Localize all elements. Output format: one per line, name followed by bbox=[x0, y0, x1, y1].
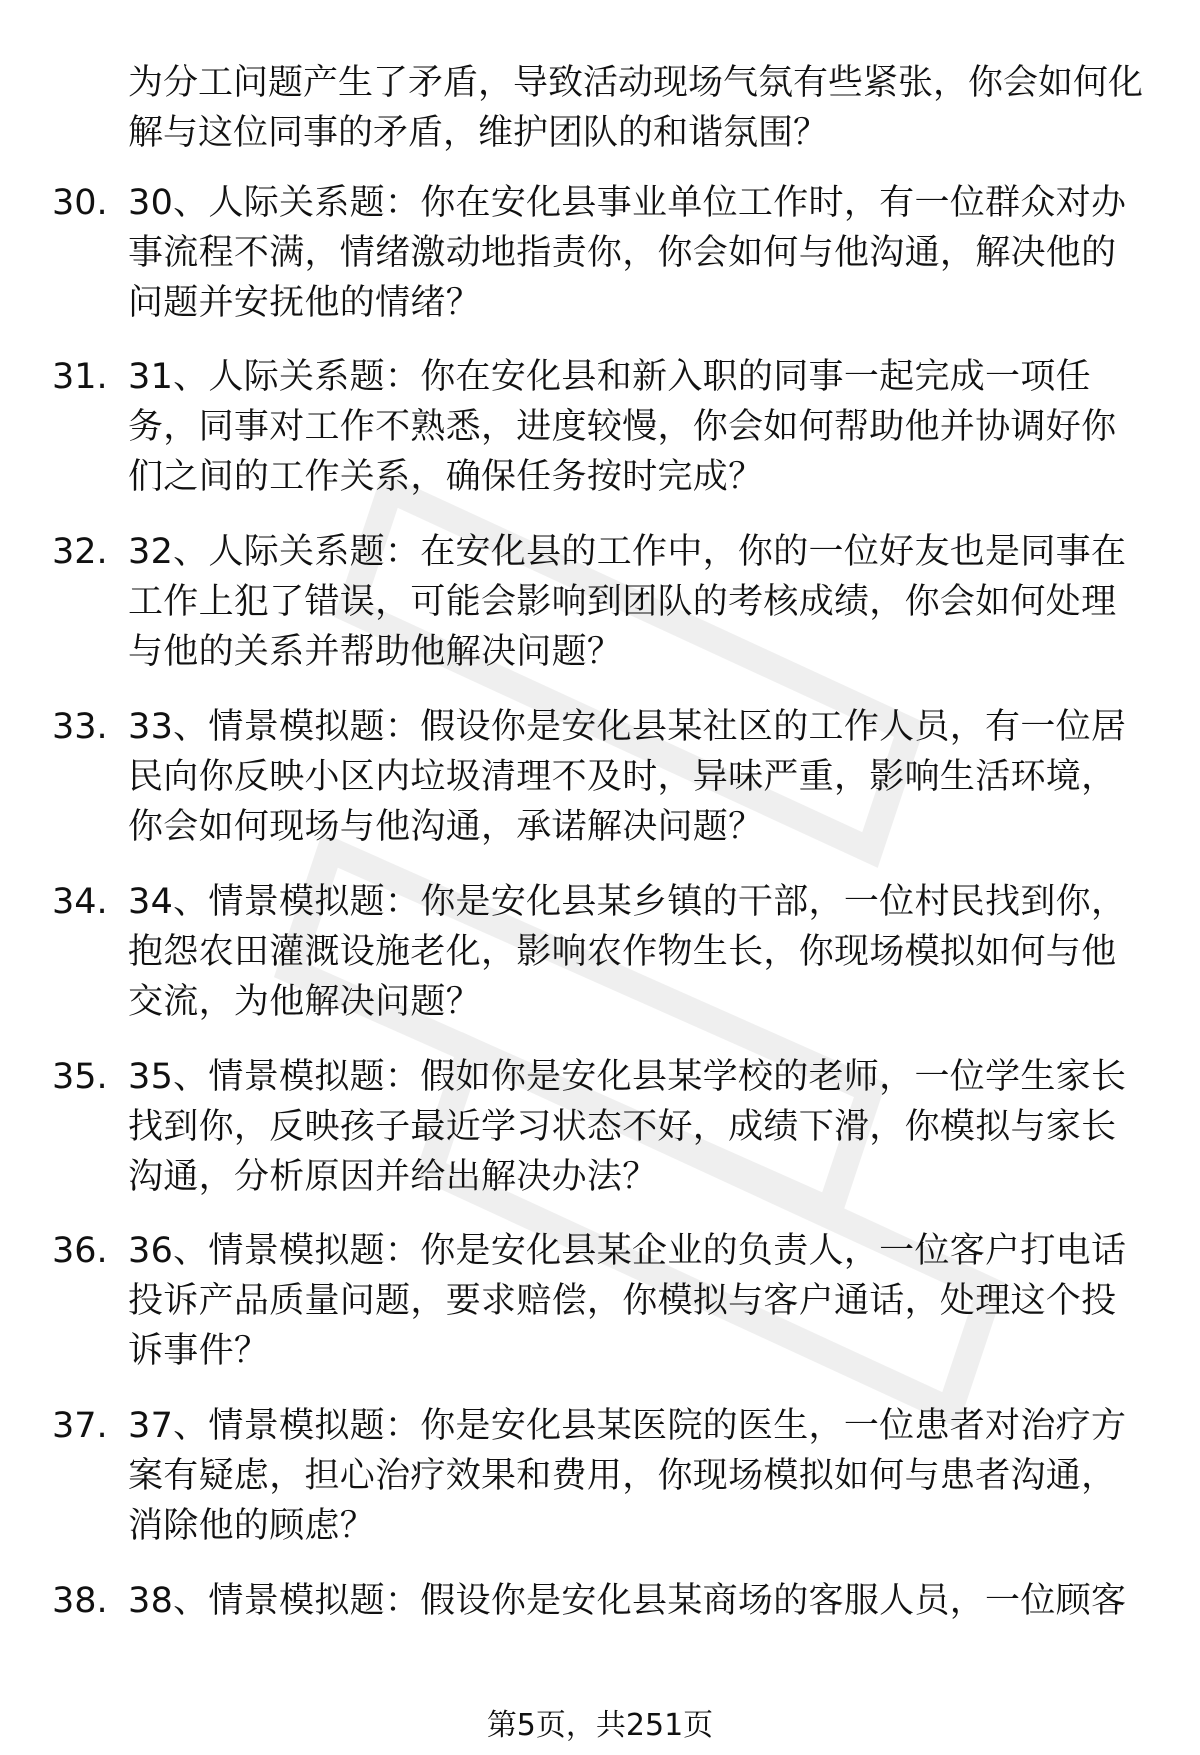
item-number: 30. bbox=[52, 183, 108, 223]
item-number: 38. bbox=[52, 1581, 108, 1621]
item-number: 31. bbox=[52, 357, 108, 397]
item-number: 36. bbox=[52, 1231, 108, 1271]
item-number: 35. bbox=[52, 1057, 108, 1097]
item-text: 38、情景模拟题：假设你是安化县某商场的客服人员，一位顾客 bbox=[128, 1581, 1127, 1621]
continuation-paragraph: 为分工问题产生了矛盾，导致活动现场气氛有些紧张，你会如何化解与这位同事的矛盾，维护团队的和谐氛围？ bbox=[128, 63, 1144, 153]
item-number: 34. bbox=[52, 882, 108, 922]
item-text: 30、人际关系题：你在安化县事业单位工作时，有一位群众对办事流程不满，情绪激动地指责你，你会如何与他沟通，解决他的问题并安抚他的情绪？ bbox=[128, 183, 1127, 323]
page-footer: 第5页，共251页 bbox=[486, 1708, 714, 1743]
item-text: 36、情景模拟题：你是安化县某企业的负责人，一位客户打电话投诉产品质量问题，要求赔偿，你模拟与客户通话，处理这个投诉事件？ bbox=[128, 1231, 1127, 1371]
item-text: 34、情景模拟题：你是安化县某乡镇的干部，一位村民找到你，抱怨农田灌溉设施老化，影响农作物生长，你现场模拟如何与他交流，为他解决问题？ bbox=[128, 882, 1127, 1022]
item-text: 31、人际关系题：你在安化县和新入职的同事一起完成一项任务，同事对工作不熟悉，进度较慢，你会如何帮助他并协调好你们之间的工作关系，确保任务按时完成？ bbox=[128, 357, 1117, 497]
item-text: 37、情景模拟题：你是安化县某医院的医生，一位患者对治疗方案有疑虑，担心治疗效果和费用，你现场模拟如何与患者沟通，消除他的顾虑？ bbox=[128, 1406, 1127, 1546]
item-number: 32. bbox=[52, 532, 108, 572]
item-text: 35、情景模拟题：假如你是安化县某学校的老师，一位学生家长找到你，反映孩子最近学习状态不好，成绩下滑，你模拟与家长沟通，分析原因并给出解决办法？ bbox=[128, 1057, 1127, 1197]
item-number: 37. bbox=[52, 1406, 108, 1446]
item-text: 32、人际关系题：在安化县的工作中，你的一位好友也是同事在工作上犯了错误，可能会影响到团队的考核成绩，你会如何处理与他的关系并帮助他解决问题？ bbox=[128, 532, 1127, 672]
item-number: 33. bbox=[52, 707, 108, 747]
item-text: 33、情景模拟题：假设你是安化县某社区的工作人员，有一位居民向你反映小区内垃圾清理不及时，异味严重，影响生活环境，你会如何现场与他沟通，承诺解决问题？ bbox=[128, 707, 1127, 847]
